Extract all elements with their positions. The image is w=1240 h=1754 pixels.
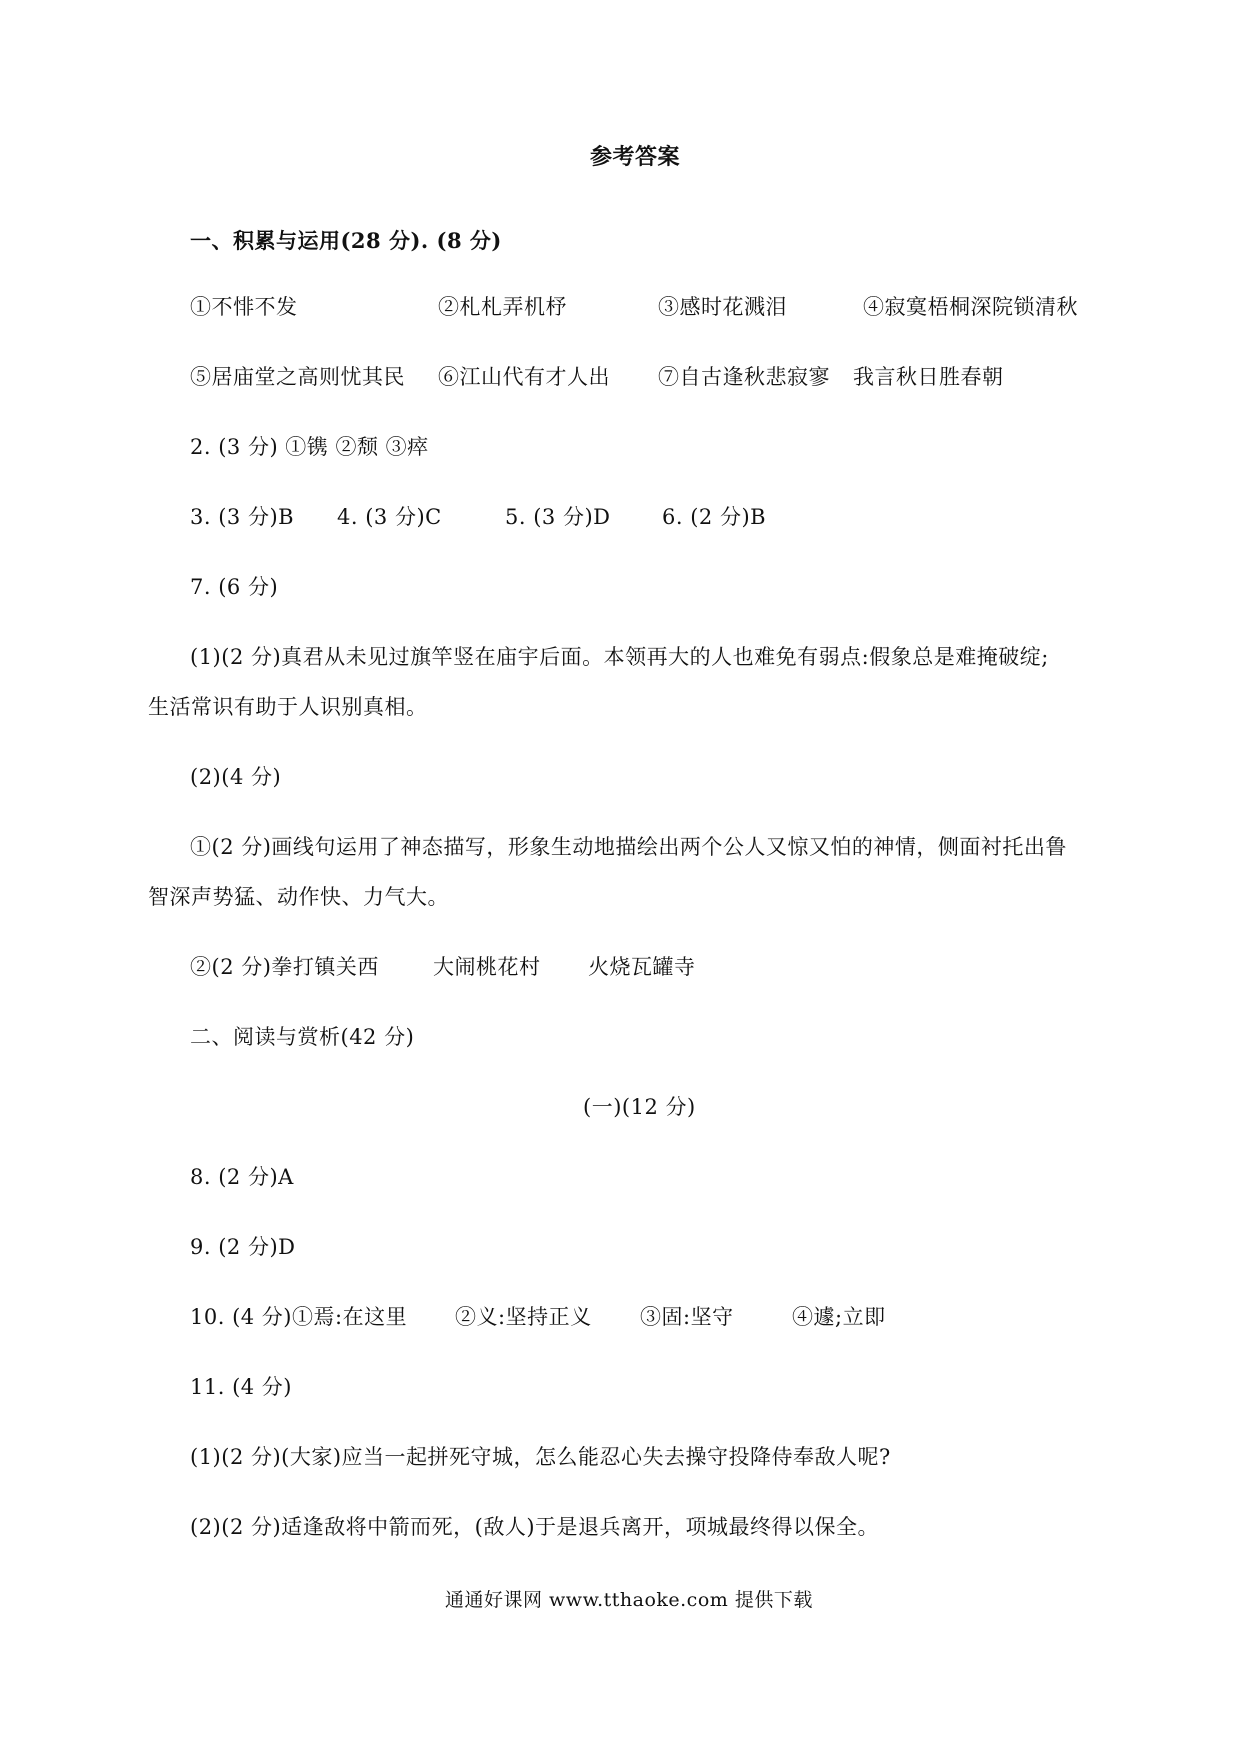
question-2-answer: 2. (3 分) ①镌 ②颓 ③瘁 [190, 435, 429, 459]
answer-row1-item4: ④寂寞梧桐深院锁清秋 [863, 295, 1078, 319]
question-7-2a-line2: 智深声势猛、动作快、力气大。 [148, 885, 449, 909]
question-3-answer: 3. (3 分)B [190, 505, 295, 529]
section1-heading: 一、积累与运用(28 分). (8 分) [190, 228, 502, 253]
question-7-1-line1: (1)(2 分)真君从未见过旗竿竖在庙宇后面。本领再大的人也难免有弱点:假象总是难掩破绽; [190, 645, 1049, 669]
section2-heading: 二、阅读与赏析(42 分) [190, 1025, 415, 1049]
question-9-answer: 9. (2 分)D [190, 1235, 296, 1259]
answer-row2-item2: ⑥江山代有才人出 [438, 365, 610, 389]
question-7-2-heading: (2)(4 分) [190, 765, 282, 789]
answer-row1-item3: ③感时花溅泪 [658, 295, 787, 319]
question-5-answer: 5. (3 分)D [505, 505, 611, 529]
question-7-2b-item3: 火烧瓦罐寺 [588, 955, 696, 979]
question-7-1-line2: 生活常识有助于人识别真相。 [148, 695, 428, 719]
answer-row1-item1: ①不悱不发 [190, 295, 298, 319]
question-8-answer: 8. (2 分)A [190, 1165, 294, 1189]
question-7-heading: 7. (6 分) [190, 575, 279, 599]
question-7-2a-line1: ①(2 分)画线句运用了神态描写，形象生动地描绘出两个公人又惊又怕的神情，侧面衬托出鲁 [190, 835, 1067, 859]
question-6-answer: 6. (2 分)B [662, 505, 767, 529]
question-10-item3: ③固:坚守 [640, 1305, 734, 1329]
page-footer: 通通好课网 www.tthaoke.com 提供下载 [445, 1589, 813, 1611]
question-10-item4: ④遽;立即 [792, 1305, 886, 1329]
answer-row2-item1: ⑤居庙堂之高则忧其民 [190, 365, 405, 389]
question-11-heading: 11. (4 分) [190, 1375, 292, 1399]
answer-row1-item2: ②札札弄机杼 [438, 295, 567, 319]
section2-subheading: (一)(12 分) [583, 1095, 696, 1119]
question-7-2b-item1: ②(2 分)拳打镇关西 [190, 955, 379, 979]
answer-row2-item4: 我言秋日胜春朝 [853, 365, 1004, 389]
question-10-item2: ②义:坚持正义 [455, 1305, 592, 1329]
question-11-2: (2)(2 分)适逢敌将中箭而死，(敌人)于是退兵离开，项城最终得以保全。 [190, 1515, 880, 1539]
question-4-answer: 4. (3 分)C [337, 505, 442, 529]
page-title: 参考答案 [590, 144, 681, 170]
question-7-2b-item2: 大闹桃花村 [433, 955, 541, 979]
question-11-1: (1)(2 分)(大家)应当一起拼死守城，怎么能忍心失去操守投降侍奉敌人呢? [190, 1445, 891, 1469]
question-10-item1: 10. (4 分)①焉:在这里 [190, 1305, 408, 1329]
answer-row2-item3: ⑦自古逢秋悲寂寥 [658, 365, 830, 389]
